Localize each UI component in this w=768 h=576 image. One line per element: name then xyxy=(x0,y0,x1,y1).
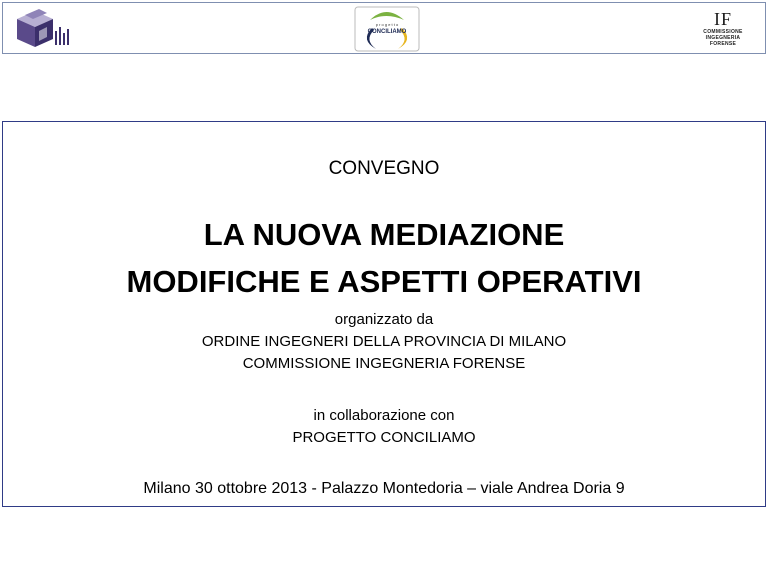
event-details: Milano 30 ottobre 2013 - Palazzo Montedoria – viale Andrea Doria 9 xyxy=(143,480,625,497)
cubes-logo-icon xyxy=(13,7,71,51)
title-line-2: MODIFICHE E ASPETTI OPERATIVI xyxy=(126,264,642,299)
if-logo-mark: IF xyxy=(713,9,732,29)
if-logo-subtitle-1: COMMISSIONE xyxy=(703,29,743,35)
collaboration-label: in collaborazione con xyxy=(313,407,455,424)
logo-name-text: CONCILIAMO xyxy=(367,29,407,35)
collaborator-name: PROGETTO CONCILIAMO xyxy=(292,429,476,446)
header-bar xyxy=(2,2,766,54)
logo-small-text: p r o g e t t o xyxy=(375,22,399,27)
if-logo-subtitle-2: INGEGNERIA FORENSE xyxy=(705,35,741,47)
organizer-1: ORDINE INGEGNERI DELLA PROVINCIA DI MILANO xyxy=(201,333,567,350)
organizer-2: COMMISSIONE INGEGNERIA FORENSE xyxy=(242,355,526,372)
organized-by-label: organizzato da xyxy=(334,311,434,328)
event-type: CONVEGNO xyxy=(328,158,440,179)
title-line-1: LA NUOVA MEDIAZIONE xyxy=(203,217,565,252)
slide-content-frame xyxy=(2,121,766,507)
progetto-conciliamo-logo xyxy=(354,6,420,52)
if-logo xyxy=(695,9,751,51)
